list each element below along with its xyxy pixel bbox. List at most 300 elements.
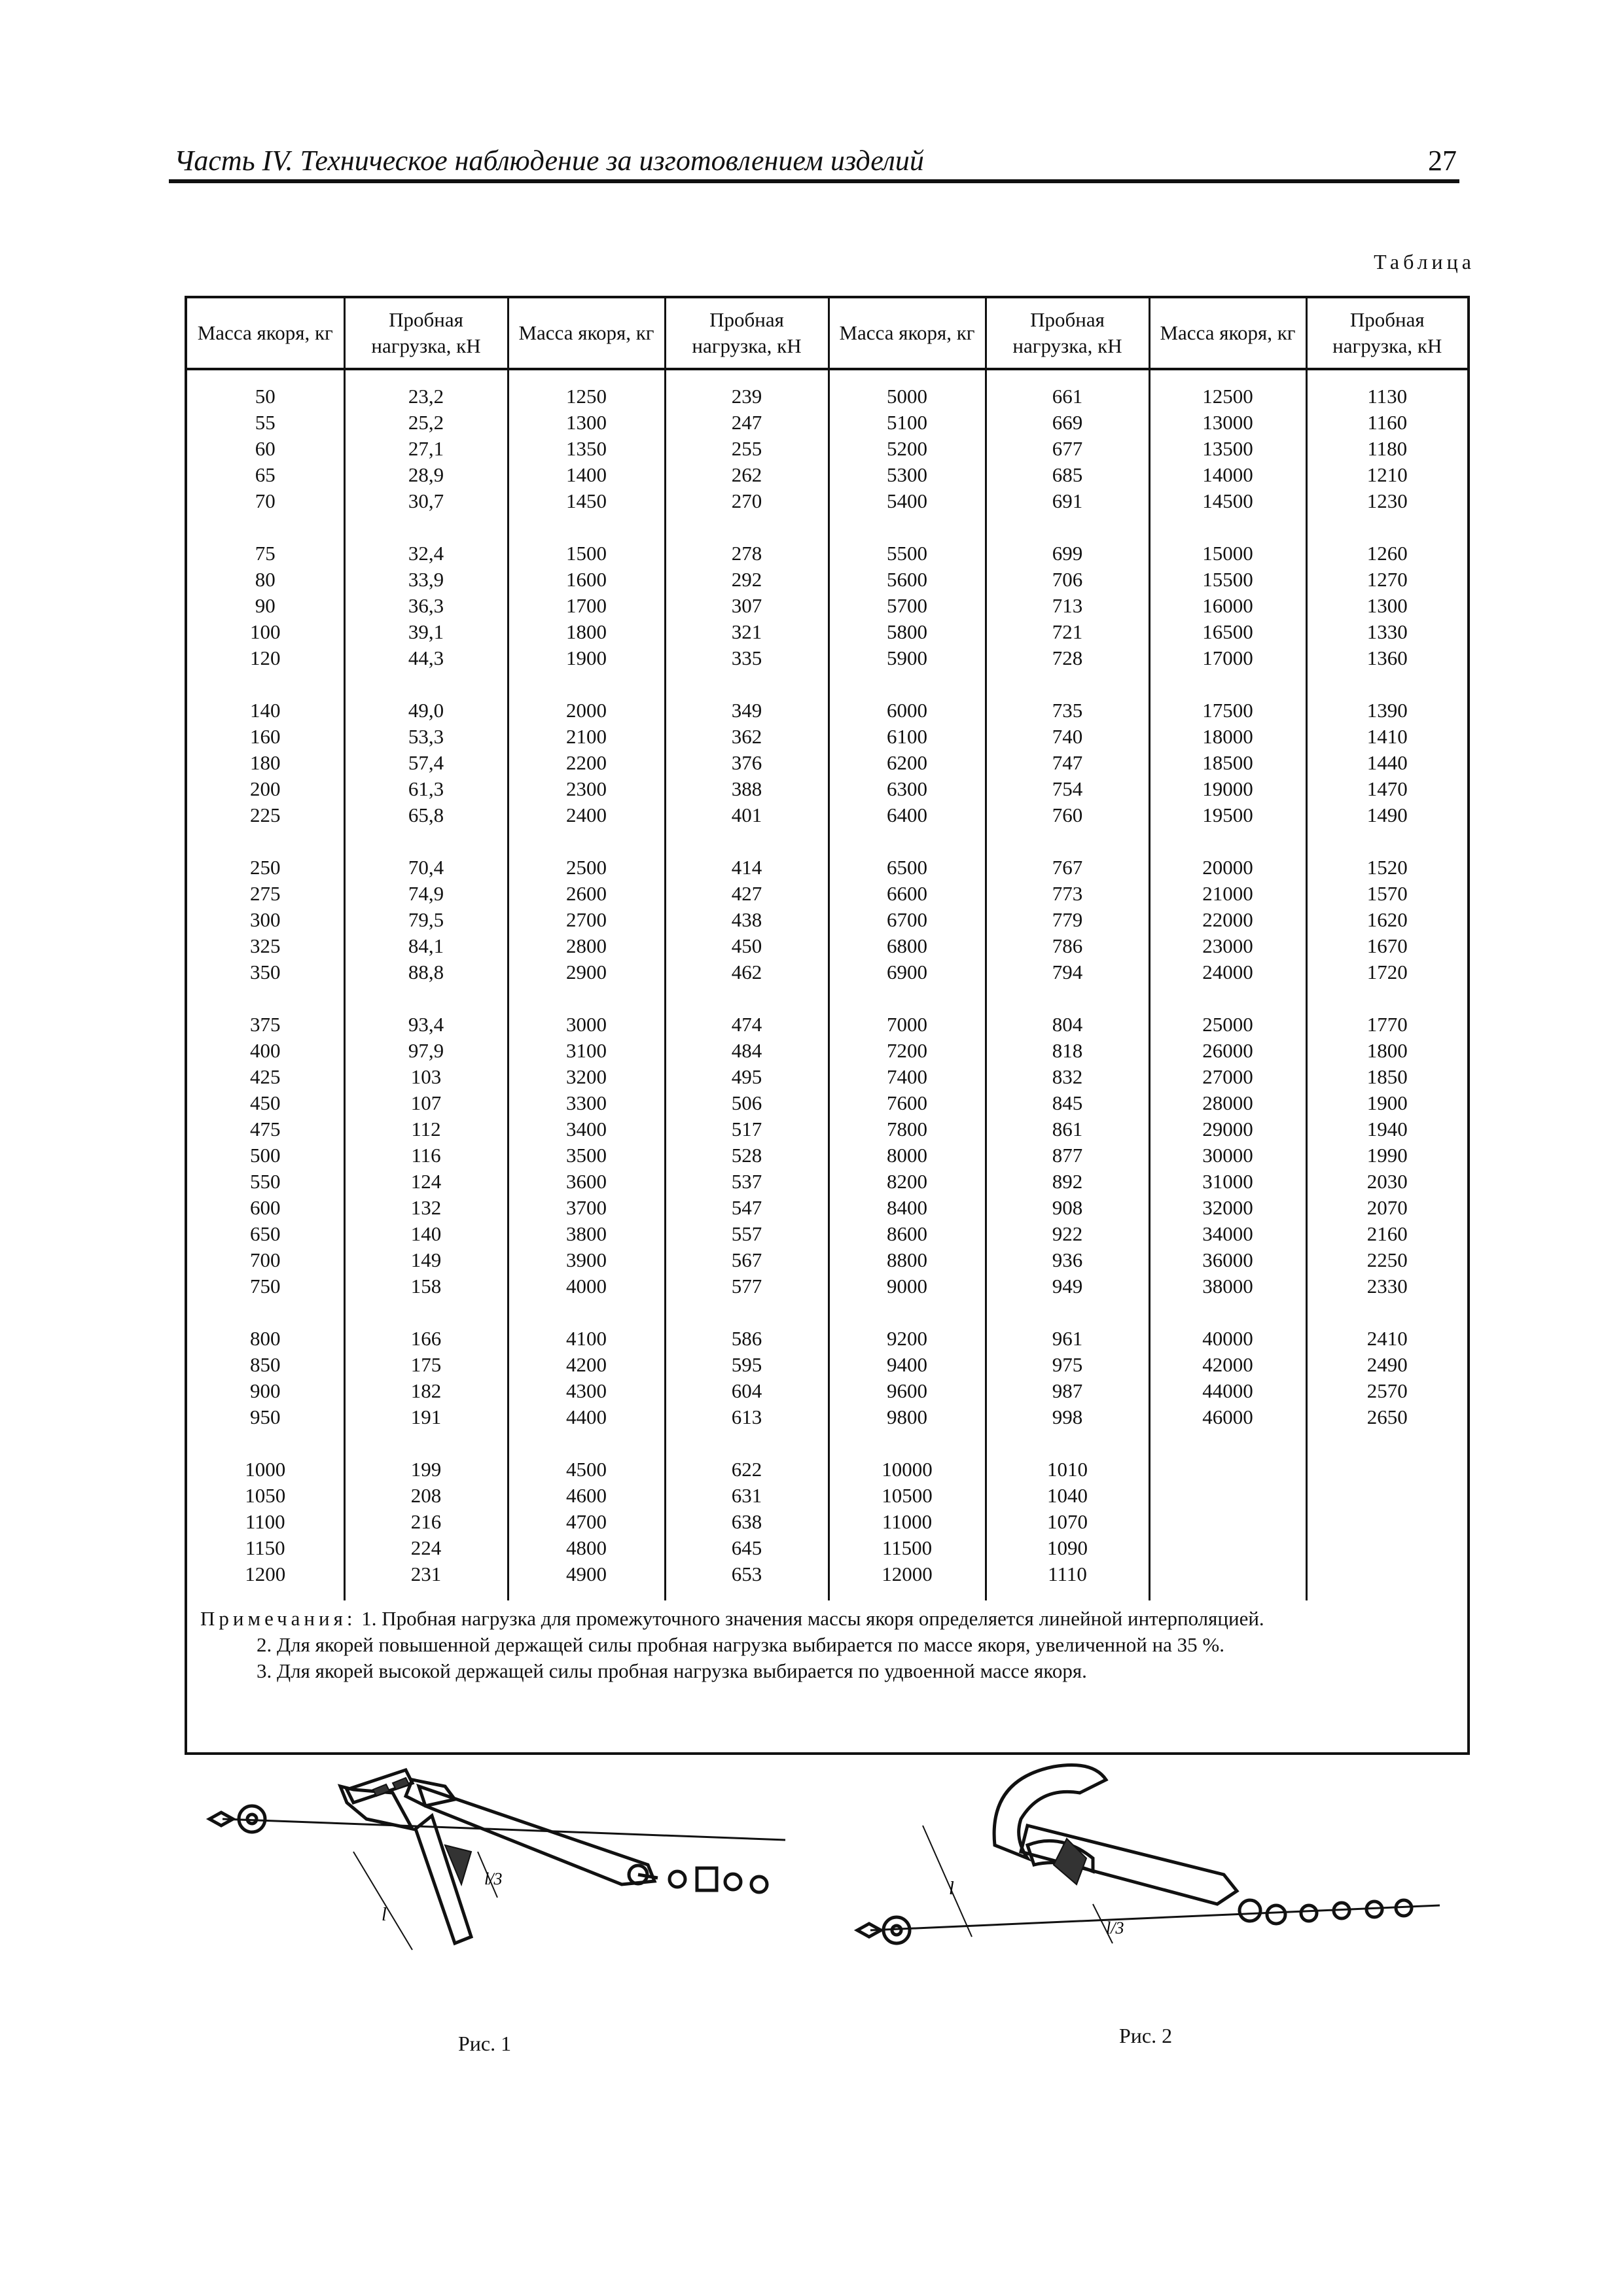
- table-cell: 1770: [1366, 1013, 1408, 1036]
- table-cell: 721: [986, 619, 1149, 645]
- table-cell: 255: [665, 436, 829, 462]
- table-cell: 2100: [508, 724, 665, 750]
- table-cell: 9400: [829, 1352, 986, 1378]
- table-cell: 528: [665, 1142, 829, 1169]
- table-cell: 80: [187, 567, 344, 593]
- table-cell: 250: [187, 828, 344, 881]
- table-cell: 38000: [1149, 1273, 1306, 1299]
- table-cell: 15500: [1149, 567, 1306, 593]
- table-cell: 586: [665, 1299, 829, 1352]
- table-cell: 4000: [508, 1273, 665, 1299]
- table-cell: 300: [187, 907, 344, 933]
- table-cell: 908: [986, 1195, 1149, 1221]
- table-cell: 700: [187, 1247, 344, 1273]
- table-row: [187, 907, 1467, 933]
- table-cell: 1500: [508, 514, 665, 567]
- table-cell: 1800: [1366, 1039, 1408, 1062]
- table-cell: 2400: [508, 802, 665, 828]
- table-cell: 17000: [1149, 645, 1306, 671]
- table-cell: 10500: [829, 1483, 986, 1509]
- table-cell: 1160: [1367, 411, 1408, 434]
- table-cell: 18000: [1149, 724, 1306, 750]
- table-cell: 669: [986, 410, 1149, 436]
- table-cell: 1360: [1366, 646, 1408, 669]
- table-cell: 307: [665, 593, 829, 619]
- column-header: Масса якоря, кг: [829, 298, 986, 369]
- column-header: Пробная нагрузка, кН: [986, 298, 1149, 369]
- table-cell: 25000: [1149, 985, 1306, 1038]
- table-cell: 1700: [508, 593, 665, 619]
- table-cell: 740: [986, 724, 1149, 750]
- table-cell: 6200: [829, 750, 986, 776]
- table-cell: 32,4: [344, 514, 508, 567]
- table-cell: 8400: [829, 1195, 986, 1221]
- page-number: 27: [1428, 145, 1457, 177]
- table-cell: 166: [344, 1299, 508, 1352]
- table-cell: 1110: [986, 1561, 1149, 1600]
- table-cell: 140: [344, 1221, 508, 1247]
- table-cell: 21000: [1149, 881, 1306, 907]
- table-cell: 16000: [1149, 593, 1306, 619]
- table-cell: 2000: [508, 671, 665, 724]
- table-cell: 4400: [508, 1404, 665, 1430]
- table-cell: [1149, 1561, 1306, 1600]
- table-cell: 335: [665, 645, 829, 671]
- table-cell: 7600: [829, 1090, 986, 1116]
- note-line-1: [200, 1606, 1457, 1632]
- table-cell: 8800: [829, 1247, 986, 1273]
- table-cell: 50: [187, 369, 344, 410]
- table-row: [187, 645, 1467, 671]
- table-cell: 60: [187, 436, 344, 462]
- table-cell: 613: [665, 1404, 829, 1430]
- column-header: Масса якоря, кг: [187, 298, 344, 369]
- table-cell: 112: [344, 1116, 508, 1142]
- table-row: [187, 410, 1467, 436]
- table-cell: 3300: [508, 1090, 665, 1116]
- table-cell: 4100: [508, 1299, 665, 1352]
- table-row: [187, 1561, 1467, 1600]
- table-cell: 270: [665, 488, 829, 514]
- table-cell: 650: [187, 1221, 344, 1247]
- table-cell: 1440: [1366, 751, 1408, 774]
- table-cell: 116: [344, 1142, 508, 1169]
- table-cell: 225: [187, 802, 344, 828]
- table-cell: 55: [187, 410, 344, 436]
- figure-1-dimension-l: l: [382, 1905, 387, 1925]
- table-cell: 2200: [508, 750, 665, 776]
- table-cell: 1990: [1366, 1144, 1408, 1167]
- figure-2-caption: Рис. 2: [1119, 2024, 1173, 2047]
- table-cell: 158: [344, 1273, 508, 1299]
- table-cell: 6400: [829, 802, 986, 828]
- table-cell: 29000: [1149, 1116, 1306, 1142]
- figure-1-anchor-drawing: [196, 1767, 825, 1983]
- table-cell: 7000: [829, 985, 986, 1038]
- table-cell: 804: [986, 985, 1149, 1038]
- table-row: [187, 619, 1467, 645]
- table-cell: 1330: [1366, 620, 1408, 643]
- table-cell: 16500: [1149, 619, 1306, 645]
- table-cell: 36,3: [344, 593, 508, 619]
- table-cell: 685: [986, 462, 1149, 488]
- table-cell: 1350: [508, 436, 665, 462]
- table-cell: 5000: [829, 369, 986, 410]
- table-row: [187, 802, 1467, 828]
- table-cell: 262: [665, 462, 829, 488]
- table-cell: 6900: [829, 959, 986, 985]
- table-cell: 6300: [829, 776, 986, 802]
- table-cell: 547: [665, 1195, 829, 1221]
- table-cell: 949: [986, 1273, 1149, 1299]
- table-cell: 691: [986, 488, 1149, 514]
- table-row: [187, 776, 1467, 802]
- page-header: [169, 143, 1459, 182]
- table-cell: 7800: [829, 1116, 986, 1142]
- table-cell: 500: [187, 1142, 344, 1169]
- table-row: [187, 1273, 1467, 1299]
- table-cell: 773: [986, 881, 1149, 907]
- table-cell: 3500: [508, 1142, 665, 1169]
- table-cell: 120: [187, 645, 344, 671]
- column-header: Масса якоря, кг: [1149, 298, 1306, 369]
- table-cell: 28,9: [344, 462, 508, 488]
- table-cell: 1250: [508, 369, 665, 410]
- table-cell: 818: [986, 1038, 1149, 1064]
- table-cell: 1900: [1366, 1091, 1408, 1114]
- table-cell: 23000: [1149, 933, 1306, 959]
- table-cell: 17500: [1149, 671, 1306, 724]
- table-cell: 12000: [829, 1561, 986, 1600]
- table-cell: 2600: [508, 881, 665, 907]
- table-cell: 124: [344, 1169, 508, 1195]
- table-cell: 1400: [508, 462, 665, 488]
- table-cell: 24000: [1149, 959, 1306, 985]
- table-cell: 9200: [829, 1299, 986, 1352]
- table-cell: 950: [187, 1404, 344, 1430]
- table-cell: 622: [665, 1430, 829, 1483]
- table-cell: [1306, 1483, 1467, 1509]
- table-cell: 1410: [1366, 725, 1408, 748]
- table-cell: 4900: [508, 1561, 665, 1600]
- table-row: [187, 1299, 1467, 1352]
- notes-lead: Примечания:: [200, 1607, 357, 1630]
- table-row: [187, 488, 1467, 514]
- table-cell: 1720: [1366, 961, 1408, 983]
- table-cell: 779: [986, 907, 1149, 933]
- table-cell: 208: [344, 1483, 508, 1509]
- table-cell: 3700: [508, 1195, 665, 1221]
- table-caption: Таблица: [1374, 250, 1475, 274]
- table-cell: 8000: [829, 1142, 986, 1169]
- table-cell: 25,2: [344, 410, 508, 436]
- table-cell: 754: [986, 776, 1149, 802]
- table-cell: 2800: [508, 933, 665, 959]
- table-cell: 9000: [829, 1273, 986, 1299]
- table-cell: 604: [665, 1378, 829, 1404]
- table-cell: 1100: [187, 1509, 344, 1535]
- table-cell: 22000: [1149, 907, 1306, 933]
- table-cell: 400: [187, 1038, 344, 1064]
- table-cell: 425: [187, 1064, 344, 1090]
- table-cell: 595: [665, 1352, 829, 1378]
- table-cell: 46000: [1149, 1404, 1306, 1430]
- table-row: [187, 1064, 1467, 1090]
- table-cell: 31000: [1149, 1169, 1306, 1195]
- table-row: [187, 462, 1467, 488]
- table-cell: 5200: [829, 436, 986, 462]
- table-cell: 10000: [829, 1430, 986, 1483]
- table-cell: 1390: [1366, 699, 1408, 722]
- table-cell: 1300: [1366, 594, 1408, 617]
- table-cell: 388: [665, 776, 829, 802]
- table-cell: 6700: [829, 907, 986, 933]
- table-cell: 362: [665, 724, 829, 750]
- table-cell: 14500: [1149, 488, 1306, 514]
- table-cell: 200: [187, 776, 344, 802]
- table-cell: 13500: [1149, 436, 1306, 462]
- table-cell: 786: [986, 933, 1149, 959]
- table-cell: 506: [665, 1090, 829, 1116]
- table-row: [187, 959, 1467, 985]
- table-row: [187, 1378, 1467, 1404]
- table-cell: 6100: [829, 724, 986, 750]
- table-cell: 1270: [1366, 568, 1408, 591]
- table-cell: 462: [665, 959, 829, 985]
- table-cell: 1050: [187, 1483, 344, 1509]
- table-cell: 20000: [1149, 828, 1306, 881]
- table-cell: 349: [665, 671, 829, 724]
- table-cell: 728: [986, 645, 1149, 671]
- table-cell: 18500: [1149, 750, 1306, 776]
- table-cell: 638: [665, 1509, 829, 1535]
- table-cell: 900: [187, 1378, 344, 1404]
- table-cell: 1230: [1366, 489, 1408, 512]
- table-row: [187, 567, 1467, 593]
- table-cell: 6800: [829, 933, 986, 959]
- table-notes: [200, 1606, 1457, 1684]
- table-cell: 3100: [508, 1038, 665, 1064]
- table-cell: 1600: [508, 567, 665, 593]
- table-cell: 15000: [1149, 514, 1306, 567]
- table-cell: 278: [665, 514, 829, 567]
- table-cell: 199: [344, 1430, 508, 1483]
- table-cell: 1040: [986, 1483, 1149, 1509]
- table-cell: [1306, 1509, 1467, 1535]
- table-cell: 375: [187, 985, 344, 1038]
- table-row: [187, 1195, 1467, 1221]
- table-cell: 450: [665, 933, 829, 959]
- column-header: Пробная нагрузка, кН: [1306, 298, 1467, 369]
- table-cell: 27000: [1149, 1064, 1306, 1090]
- table-row: [187, 514, 1467, 567]
- table-row: [187, 1142, 1467, 1169]
- table-cell: 1000: [187, 1430, 344, 1483]
- table-cell: 44,3: [344, 645, 508, 671]
- table-cell: 1070: [986, 1509, 1149, 1535]
- figure-1-caption: Рис. 1: [458, 2032, 512, 2055]
- table-cell: 1180: [1367, 437, 1408, 460]
- table-cell: 1570: [1366, 882, 1408, 905]
- table-cell: 11500: [829, 1535, 986, 1561]
- table-row: [187, 724, 1467, 750]
- table-cell: 537: [665, 1169, 829, 1195]
- table-cell: 175: [344, 1352, 508, 1378]
- table-cell: 760: [986, 802, 1149, 828]
- figure-2-dimension-third: l/3: [1106, 1918, 1124, 1937]
- table-cell: 747: [986, 750, 1149, 776]
- table-cell: 2070: [1366, 1196, 1408, 1219]
- table-cell: 275: [187, 881, 344, 907]
- table-row: [187, 1430, 1467, 1483]
- table-cell: 653: [665, 1561, 829, 1600]
- table-row: [187, 671, 1467, 724]
- table-cell: 495: [665, 1064, 829, 1090]
- table-cell: 6600: [829, 881, 986, 907]
- column-header: Масса якоря, кг: [508, 298, 665, 369]
- table-row: [187, 828, 1467, 881]
- note-line-3: 3. Для якорей высокой держащей силы пробная нагрузка выбирается по удвоенной массе якоря.: [257, 1659, 1087, 1682]
- table-cell: 160: [187, 724, 344, 750]
- table-cell: 2900: [508, 959, 665, 985]
- table-cell: 2570: [1366, 1379, 1408, 1402]
- table-cell: 438: [665, 907, 829, 933]
- table-cell: 23,2: [344, 369, 508, 410]
- table-cell: 325: [187, 933, 344, 959]
- table-row: [187, 1247, 1467, 1273]
- table-cell: 4500: [508, 1430, 665, 1483]
- table-cell: 149: [344, 1247, 508, 1273]
- table-cell: 2490: [1366, 1353, 1408, 1376]
- table-cell: [1306, 1430, 1467, 1483]
- table-cell: 677: [986, 436, 1149, 462]
- table-cell: 13000: [1149, 410, 1306, 436]
- table-cell: 861: [986, 1116, 1149, 1142]
- table-cell: 2650: [1366, 1405, 1408, 1428]
- table-cell: 1800: [508, 619, 665, 645]
- table-cell: 5800: [829, 619, 986, 645]
- table-cell: 4300: [508, 1378, 665, 1404]
- table-cell: 2500: [508, 828, 665, 881]
- table-cell: 5400: [829, 488, 986, 514]
- table-cell: 19000: [1149, 776, 1306, 802]
- table-cell: 30000: [1149, 1142, 1306, 1169]
- table-cell: 414: [665, 828, 829, 881]
- table-cell: 84,1: [344, 933, 508, 959]
- table-cell: 427: [665, 881, 829, 907]
- table-cell: 180: [187, 750, 344, 776]
- table-cell: 5600: [829, 567, 986, 593]
- table-cell: 975: [986, 1352, 1149, 1378]
- table-cell: 2300: [508, 776, 665, 802]
- note-text: 1. Пробная нагрузка для промежуточного значения массы якоря определяется линейной интерполяцией.: [361, 1607, 1264, 1630]
- table-cell: 767: [986, 828, 1149, 881]
- table-cell: 321: [665, 619, 829, 645]
- table-cell: 231: [344, 1561, 508, 1600]
- table-cell: 34000: [1149, 1221, 1306, 1247]
- table-cell: 3600: [508, 1169, 665, 1195]
- table-cell: 3900: [508, 1247, 665, 1273]
- table-row: [187, 1509, 1467, 1535]
- table-cell: 3000: [508, 985, 665, 1038]
- figure-1-dimension-third: l/3: [484, 1869, 503, 1888]
- table-cell: 484: [665, 1038, 829, 1064]
- table-cell: 4600: [508, 1483, 665, 1509]
- table-cell: 40000: [1149, 1299, 1306, 1352]
- table-cell: 794: [986, 959, 1149, 985]
- table-cell: 600: [187, 1195, 344, 1221]
- table-cell: 7200: [829, 1038, 986, 1064]
- table-cell: [1306, 1561, 1467, 1600]
- table-cell: 11000: [829, 1509, 986, 1535]
- table-cell: 191: [344, 1404, 508, 1430]
- table-cell: 65: [187, 462, 344, 488]
- table-cell: 93,4: [344, 985, 508, 1038]
- table-cell: 9800: [829, 1404, 986, 1430]
- table-cell: 645: [665, 1535, 829, 1561]
- table-cell: 557: [665, 1221, 829, 1247]
- table-cell: 401: [665, 802, 829, 828]
- table-cell: 5300: [829, 462, 986, 488]
- table-cell: 75: [187, 514, 344, 567]
- table-row: [187, 1169, 1467, 1195]
- table-cell: 850: [187, 1352, 344, 1378]
- table-cell: 42000: [1149, 1352, 1306, 1378]
- table-cell: 36000: [1149, 1247, 1306, 1273]
- table-cell: 5100: [829, 410, 986, 436]
- table-cell: 239: [665, 369, 829, 410]
- table-cell: 3400: [508, 1116, 665, 1142]
- header-divider: [169, 179, 1459, 183]
- table-row: [187, 369, 1467, 410]
- table-cell: 74,9: [344, 881, 508, 907]
- table-cell: 88,8: [344, 959, 508, 985]
- table-row: [187, 881, 1467, 907]
- table-cell: 44000: [1149, 1378, 1306, 1404]
- table-cell: 6000: [829, 671, 986, 724]
- table-cell: 5500: [829, 514, 986, 567]
- table-cell: 474: [665, 985, 829, 1038]
- table-row: [187, 1404, 1467, 1430]
- table-cell: 2700: [508, 907, 665, 933]
- table-cell: 65,8: [344, 802, 508, 828]
- table-cell: 4700: [508, 1509, 665, 1535]
- table-cell: 735: [986, 671, 1149, 724]
- header-title: Часть IV. Техническое наблюдение за изготовлением изделий: [174, 145, 924, 177]
- table-cell: 936: [986, 1247, 1149, 1273]
- table-cell: 61,3: [344, 776, 508, 802]
- table-row: [187, 593, 1467, 619]
- table-cell: 103: [344, 1064, 508, 1090]
- table-cell: 26000: [1149, 1038, 1306, 1064]
- table-cell: 2030: [1366, 1170, 1408, 1193]
- table-cell: 3800: [508, 1221, 665, 1247]
- table-cell: 832: [986, 1064, 1149, 1090]
- table-cell: 39,1: [344, 619, 508, 645]
- table-cell: 1200: [187, 1561, 344, 1600]
- table-row: [187, 436, 1467, 462]
- table-cell: [1149, 1430, 1306, 1483]
- table-cell: 1900: [508, 645, 665, 671]
- data-table: [187, 298, 1467, 1600]
- table-cell: 4200: [508, 1352, 665, 1378]
- table-row: [187, 750, 1467, 776]
- table-cell: 998: [986, 1404, 1149, 1430]
- table-cell: 1130: [1367, 385, 1408, 408]
- table-cell: 845: [986, 1090, 1149, 1116]
- table-cell: 877: [986, 1142, 1149, 1169]
- table-cell: 292: [665, 567, 829, 593]
